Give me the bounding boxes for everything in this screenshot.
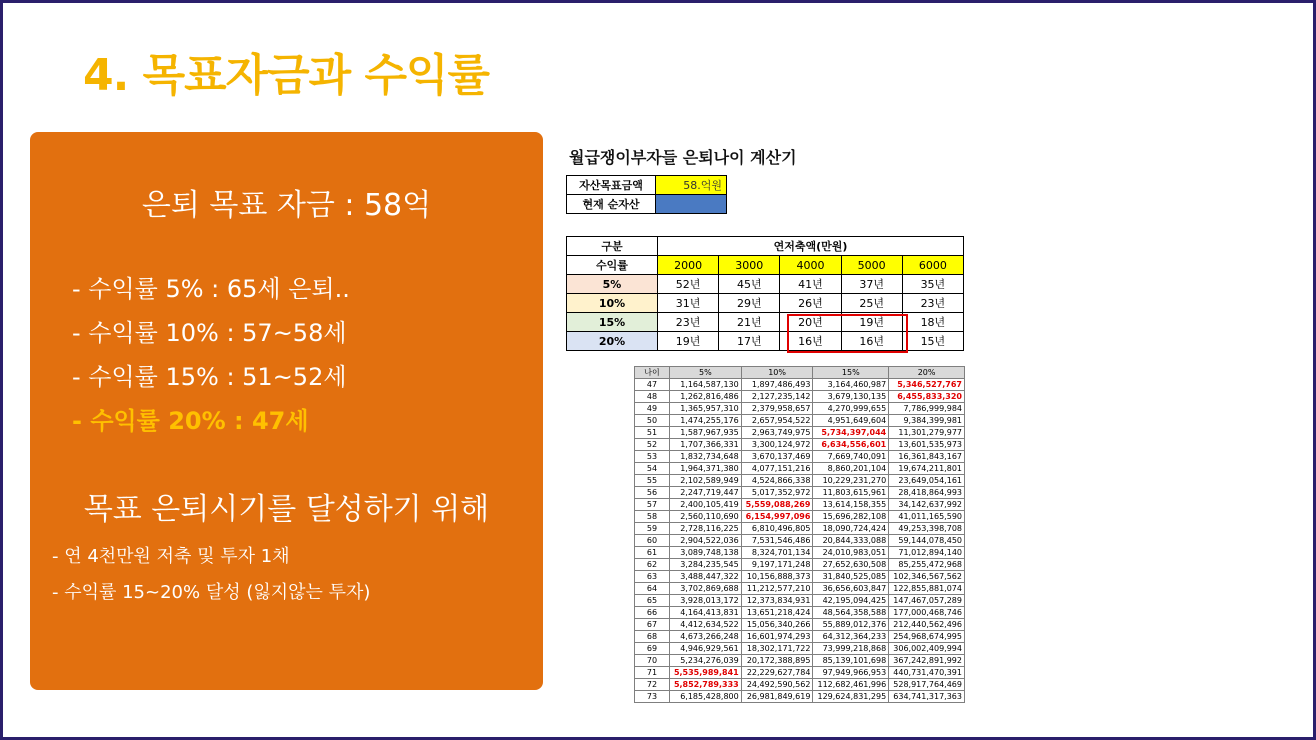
column-header: 4000 (780, 256, 841, 275)
table-row (635, 571, 965, 583)
value-cell: 55,889,012,376 (813, 619, 889, 631)
column-header: 나이 (635, 367, 670, 379)
value-cell: 6,634,556,601 (813, 439, 889, 451)
value-cell: 16,601,974,293 (741, 631, 813, 643)
value-cell: 112,682,461,996 (813, 679, 889, 691)
value-cell: 13,614,158,355 (813, 499, 889, 511)
header-label: 구분 (567, 237, 658, 256)
value-cell: 11,301,279,977 (889, 427, 965, 439)
table-row (635, 439, 965, 451)
age-cell: 72 (635, 679, 670, 691)
value-cell: 3,679,130,135 (813, 391, 889, 403)
value-cell: 2,963,749,975 (741, 427, 813, 439)
years-cell: 20년 (780, 313, 841, 332)
slide-title: 4. 목표자금과 수익률 (83, 50, 489, 101)
table-row (567, 275, 964, 294)
value-cell: 2,560,110,690 (670, 511, 742, 523)
value-cell: 254,968,674,995 (889, 631, 965, 643)
age-cell: 70 (635, 655, 670, 667)
value-cell: 440,731,470,391 (889, 667, 965, 679)
value-cell: 8,860,201,104 (813, 463, 889, 475)
years-cell: 31년 (658, 294, 719, 313)
value-cell: 22,229,627,784 (741, 667, 813, 679)
value-cell: 122,855,881,074 (889, 583, 965, 595)
value-cell: 12,373,834,931 (741, 595, 813, 607)
projection-table (634, 366, 965, 703)
age-cell: 57 (635, 499, 670, 511)
value-cell: 1,262,816,486 (670, 391, 742, 403)
table-row (635, 679, 965, 691)
value-cell: 4,412,634,522 (670, 619, 742, 631)
value-cell: 18,090,724,424 (813, 523, 889, 535)
value-cell: 13,601,535,973 (889, 439, 965, 451)
age-cell: 62 (635, 559, 670, 571)
table-row (635, 487, 965, 499)
years-cell: 23년 (658, 313, 719, 332)
value-cell: 11,803,615,961 (813, 487, 889, 499)
return-bullet-10: - 수익률 10% : 57~58세 (72, 319, 347, 347)
age-cell: 65 (635, 595, 670, 607)
years-cell: 16년 (780, 332, 841, 351)
value-cell: 9,384,399,981 (889, 415, 965, 427)
age-cell: 54 (635, 463, 670, 475)
value-cell: 367,242,891,992 (889, 655, 965, 667)
table-row (635, 559, 965, 571)
value-cell: 3,702,869,688 (670, 583, 742, 595)
table-row (635, 499, 965, 511)
value-cell: 8,324,701,134 (741, 547, 813, 559)
value-cell: 5,017,352,972 (741, 487, 813, 499)
value-cell: 1,164,587,130 (670, 379, 742, 391)
column-header: 6000 (902, 256, 963, 275)
value-cell: 4,164,413,831 (670, 607, 742, 619)
age-cell: 71 (635, 667, 670, 679)
value-cell: 147,467,057,289 (889, 595, 965, 607)
value-cell: 4,673,266,248 (670, 631, 742, 643)
table-row (635, 595, 965, 607)
age-cell: 61 (635, 547, 670, 559)
rate-cell: 15% (567, 313, 658, 332)
table-row (635, 463, 965, 475)
retirement-goal: 은퇴 목표 자금 : 58억 (141, 188, 432, 223)
return-bullet-15: - 수익률 15% : 51~52세 (72, 363, 347, 391)
value-cell: 1,707,366,331 (670, 439, 742, 451)
value-cell: 23,649,054,161 (889, 475, 965, 487)
years-cell: 17년 (719, 332, 780, 351)
table-row (635, 655, 965, 667)
target-amount-label: 자산목표금액 (567, 176, 656, 195)
age-cell: 67 (635, 619, 670, 631)
value-cell: 71,012,894,140 (889, 547, 965, 559)
strategy-item: - 수익률 15~20% 달성 (잃지않는 투자) (52, 582, 371, 603)
value-cell: 7,531,546,486 (741, 535, 813, 547)
age-cell: 64 (635, 583, 670, 595)
age-cell: 52 (635, 439, 670, 451)
value-cell: 11,212,577,210 (741, 583, 813, 595)
age-cell: 56 (635, 487, 670, 499)
value-cell: 6,154,997,096 (741, 511, 813, 523)
value-cell: 3,164,460,987 (813, 379, 889, 391)
years-cell: 25년 (841, 294, 902, 313)
value-cell: 1,897,486,493 (741, 379, 813, 391)
years-cell: 29년 (719, 294, 780, 313)
column-header: 2000 (658, 256, 719, 275)
net-asset-label: 현재 순자산 (567, 195, 656, 214)
years-cell: 23년 (902, 294, 963, 313)
column-header: 5000 (841, 256, 902, 275)
value-cell: 2,127,235,142 (741, 391, 813, 403)
value-cell: 1,587,967,935 (670, 427, 742, 439)
value-cell: 36,656,603,847 (813, 583, 889, 595)
table-row (635, 607, 965, 619)
value-cell: 2,657,954,522 (741, 415, 813, 427)
table-row (635, 619, 965, 631)
column-header: 5% (670, 367, 742, 379)
age-cell: 60 (635, 535, 670, 547)
value-cell: 15,696,282,108 (813, 511, 889, 523)
years-cell: 21년 (719, 313, 780, 332)
column-header: 3000 (719, 256, 780, 275)
value-cell: 3,928,013,172 (670, 595, 742, 607)
value-cell: 2,379,958,657 (741, 403, 813, 415)
age-cell: 47 (635, 379, 670, 391)
age-cell: 51 (635, 427, 670, 439)
value-cell: 10,156,888,373 (741, 571, 813, 583)
value-cell: 10,229,231,270 (813, 475, 889, 487)
value-cell: 48,564,358,588 (813, 607, 889, 619)
value-cell: 2,728,116,225 (670, 523, 742, 535)
years-cell: 41년 (780, 275, 841, 294)
value-cell: 212,440,562,496 (889, 619, 965, 631)
value-cell: 6,455,833,320 (889, 391, 965, 403)
table-row (635, 691, 965, 703)
column-header: 10% (741, 367, 813, 379)
value-cell: 528,917,764,469 (889, 679, 965, 691)
value-cell: 4,270,999,655 (813, 403, 889, 415)
value-cell: 4,077,151,216 (741, 463, 813, 475)
value-cell: 28,418,864,993 (889, 487, 965, 499)
age-cell: 48 (635, 391, 670, 403)
value-cell: 5,234,276,039 (670, 655, 742, 667)
target-amount-field[interactable]: 58.억원 (656, 176, 727, 195)
table-row (635, 667, 965, 679)
column-header: 20% (889, 367, 965, 379)
table-row (635, 547, 965, 559)
table-row (635, 643, 965, 655)
value-cell: 18,302,171,722 (741, 643, 813, 655)
value-cell: 2,400,105,419 (670, 499, 742, 511)
value-cell: 102,346,567,562 (889, 571, 965, 583)
value-cell: 4,951,649,604 (813, 415, 889, 427)
years-cell: 37년 (841, 275, 902, 294)
years-cell: 26년 (780, 294, 841, 313)
value-cell: 85,139,101,698 (813, 655, 889, 667)
value-cell: 5,535,989,841 (670, 667, 742, 679)
years-cell: 16년 (841, 332, 902, 351)
table-row (635, 475, 965, 487)
value-cell: 6,185,428,800 (670, 691, 742, 703)
value-cell: 73,999,218,868 (813, 643, 889, 655)
value-cell: 26,981,849,619 (741, 691, 813, 703)
years-cell: 19년 (841, 313, 902, 332)
value-cell: 34,142,637,992 (889, 499, 965, 511)
value-cell: 634,741,317,363 (889, 691, 965, 703)
value-cell: 5,852,789,333 (670, 679, 742, 691)
value-cell: 2,247,719,447 (670, 487, 742, 499)
value-cell: 7,786,999,984 (889, 403, 965, 415)
value-cell: 5,346,527,767 (889, 379, 965, 391)
years-cell: 19년 (658, 332, 719, 351)
value-cell: 3,488,447,322 (670, 571, 742, 583)
table-row (635, 391, 965, 403)
age-cell: 59 (635, 523, 670, 535)
value-cell: 59,144,078,450 (889, 535, 965, 547)
value-cell: 5,734,397,044 (813, 427, 889, 439)
value-cell: 306,002,409,994 (889, 643, 965, 655)
net-asset-field[interactable] (656, 195, 727, 214)
target-input-table (566, 175, 727, 214)
value-cell: 24,492,590,562 (741, 679, 813, 691)
strategy-item: - 연 4천만원 저축 및 투자 1채 (52, 546, 290, 567)
table-row (635, 379, 965, 391)
value-cell: 5,559,088,269 (741, 499, 813, 511)
age-cell: 53 (635, 451, 670, 463)
value-cell: 27,652,630,508 (813, 559, 889, 571)
value-cell: 20,172,388,895 (741, 655, 813, 667)
years-cell: 52년 (658, 275, 719, 294)
value-cell: 3,284,235,545 (670, 559, 742, 571)
value-cell: 16,361,843,167 (889, 451, 965, 463)
age-cell: 68 (635, 631, 670, 643)
value-cell: 3,300,124,972 (741, 439, 813, 451)
rate-label: 수익률 (567, 256, 658, 275)
table-row (635, 535, 965, 547)
value-cell: 42,195,094,425 (813, 595, 889, 607)
value-cell: 4,524,866,338 (741, 475, 813, 487)
value-cell: 6,810,496,805 (741, 523, 813, 535)
rate-cell: 10% (567, 294, 658, 313)
table-row (635, 403, 965, 415)
value-cell: 1,964,371,380 (670, 463, 742, 475)
age-cell: 49 (635, 403, 670, 415)
age-cell: 66 (635, 607, 670, 619)
strategy-title: 목표 은퇴시기를 달성하기 위해 (83, 492, 490, 527)
table-row (635, 427, 965, 439)
value-cell: 20,844,333,088 (813, 535, 889, 547)
value-cell: 7,669,740,091 (813, 451, 889, 463)
value-cell: 85,255,472,968 (889, 559, 965, 571)
value-cell: 129,624,831,295 (813, 691, 889, 703)
return-bullet-20: - 수익률 20% : 47세 (72, 407, 309, 435)
rate-cell: 20% (567, 332, 658, 351)
value-cell: 3,670,137,469 (741, 451, 813, 463)
column-header: 15% (813, 367, 889, 379)
value-cell: 1,474,255,176 (670, 415, 742, 427)
age-cell: 55 (635, 475, 670, 487)
value-cell: 2,102,589,949 (670, 475, 742, 487)
value-cell: 2,904,522,036 (670, 535, 742, 547)
rate-cell: 5% (567, 275, 658, 294)
value-cell: 41,011,165,590 (889, 511, 965, 523)
table-row (635, 523, 965, 535)
value-cell: 15,056,340,266 (741, 619, 813, 631)
years-cell: 15년 (902, 332, 963, 351)
years-cell: 35년 (902, 275, 963, 294)
group-label: 연저축액(만원) (658, 237, 964, 256)
calculator-title: 월급쟁이부자들 은퇴나이 계산기 (569, 148, 797, 167)
table-row (635, 631, 965, 643)
highlight-box (787, 314, 908, 353)
value-cell: 31,840,525,085 (813, 571, 889, 583)
value-cell: 64,312,364,233 (813, 631, 889, 643)
age-cell: 50 (635, 415, 670, 427)
value-cell: 19,674,211,801 (889, 463, 965, 475)
value-cell: 97,949,966,953 (813, 667, 889, 679)
value-cell: 1,832,734,648 (670, 451, 742, 463)
years-cell: 18년 (902, 313, 963, 332)
age-cell: 58 (635, 511, 670, 523)
age-cell: 63 (635, 571, 670, 583)
table-row (635, 415, 965, 427)
summary-panel (30, 132, 543, 690)
table-row (635, 583, 965, 595)
value-cell: 49,253,398,708 (889, 523, 965, 535)
value-cell: 13,651,218,424 (741, 607, 813, 619)
value-cell: 1,365,957,310 (670, 403, 742, 415)
value-cell: 24,010,983,051 (813, 547, 889, 559)
table-row (567, 294, 964, 313)
return-bullet-5: - 수익률 5% : 65세 은퇴.. (72, 275, 350, 303)
age-cell: 73 (635, 691, 670, 703)
age-cell: 69 (635, 643, 670, 655)
value-cell: 4,946,929,561 (670, 643, 742, 655)
value-cell: 3,089,748,138 (670, 547, 742, 559)
years-cell: 45년 (719, 275, 780, 294)
table-row (635, 451, 965, 463)
value-cell: 177,000,468,746 (889, 607, 965, 619)
value-cell: 9,197,171,248 (741, 559, 813, 571)
table-row (635, 511, 965, 523)
